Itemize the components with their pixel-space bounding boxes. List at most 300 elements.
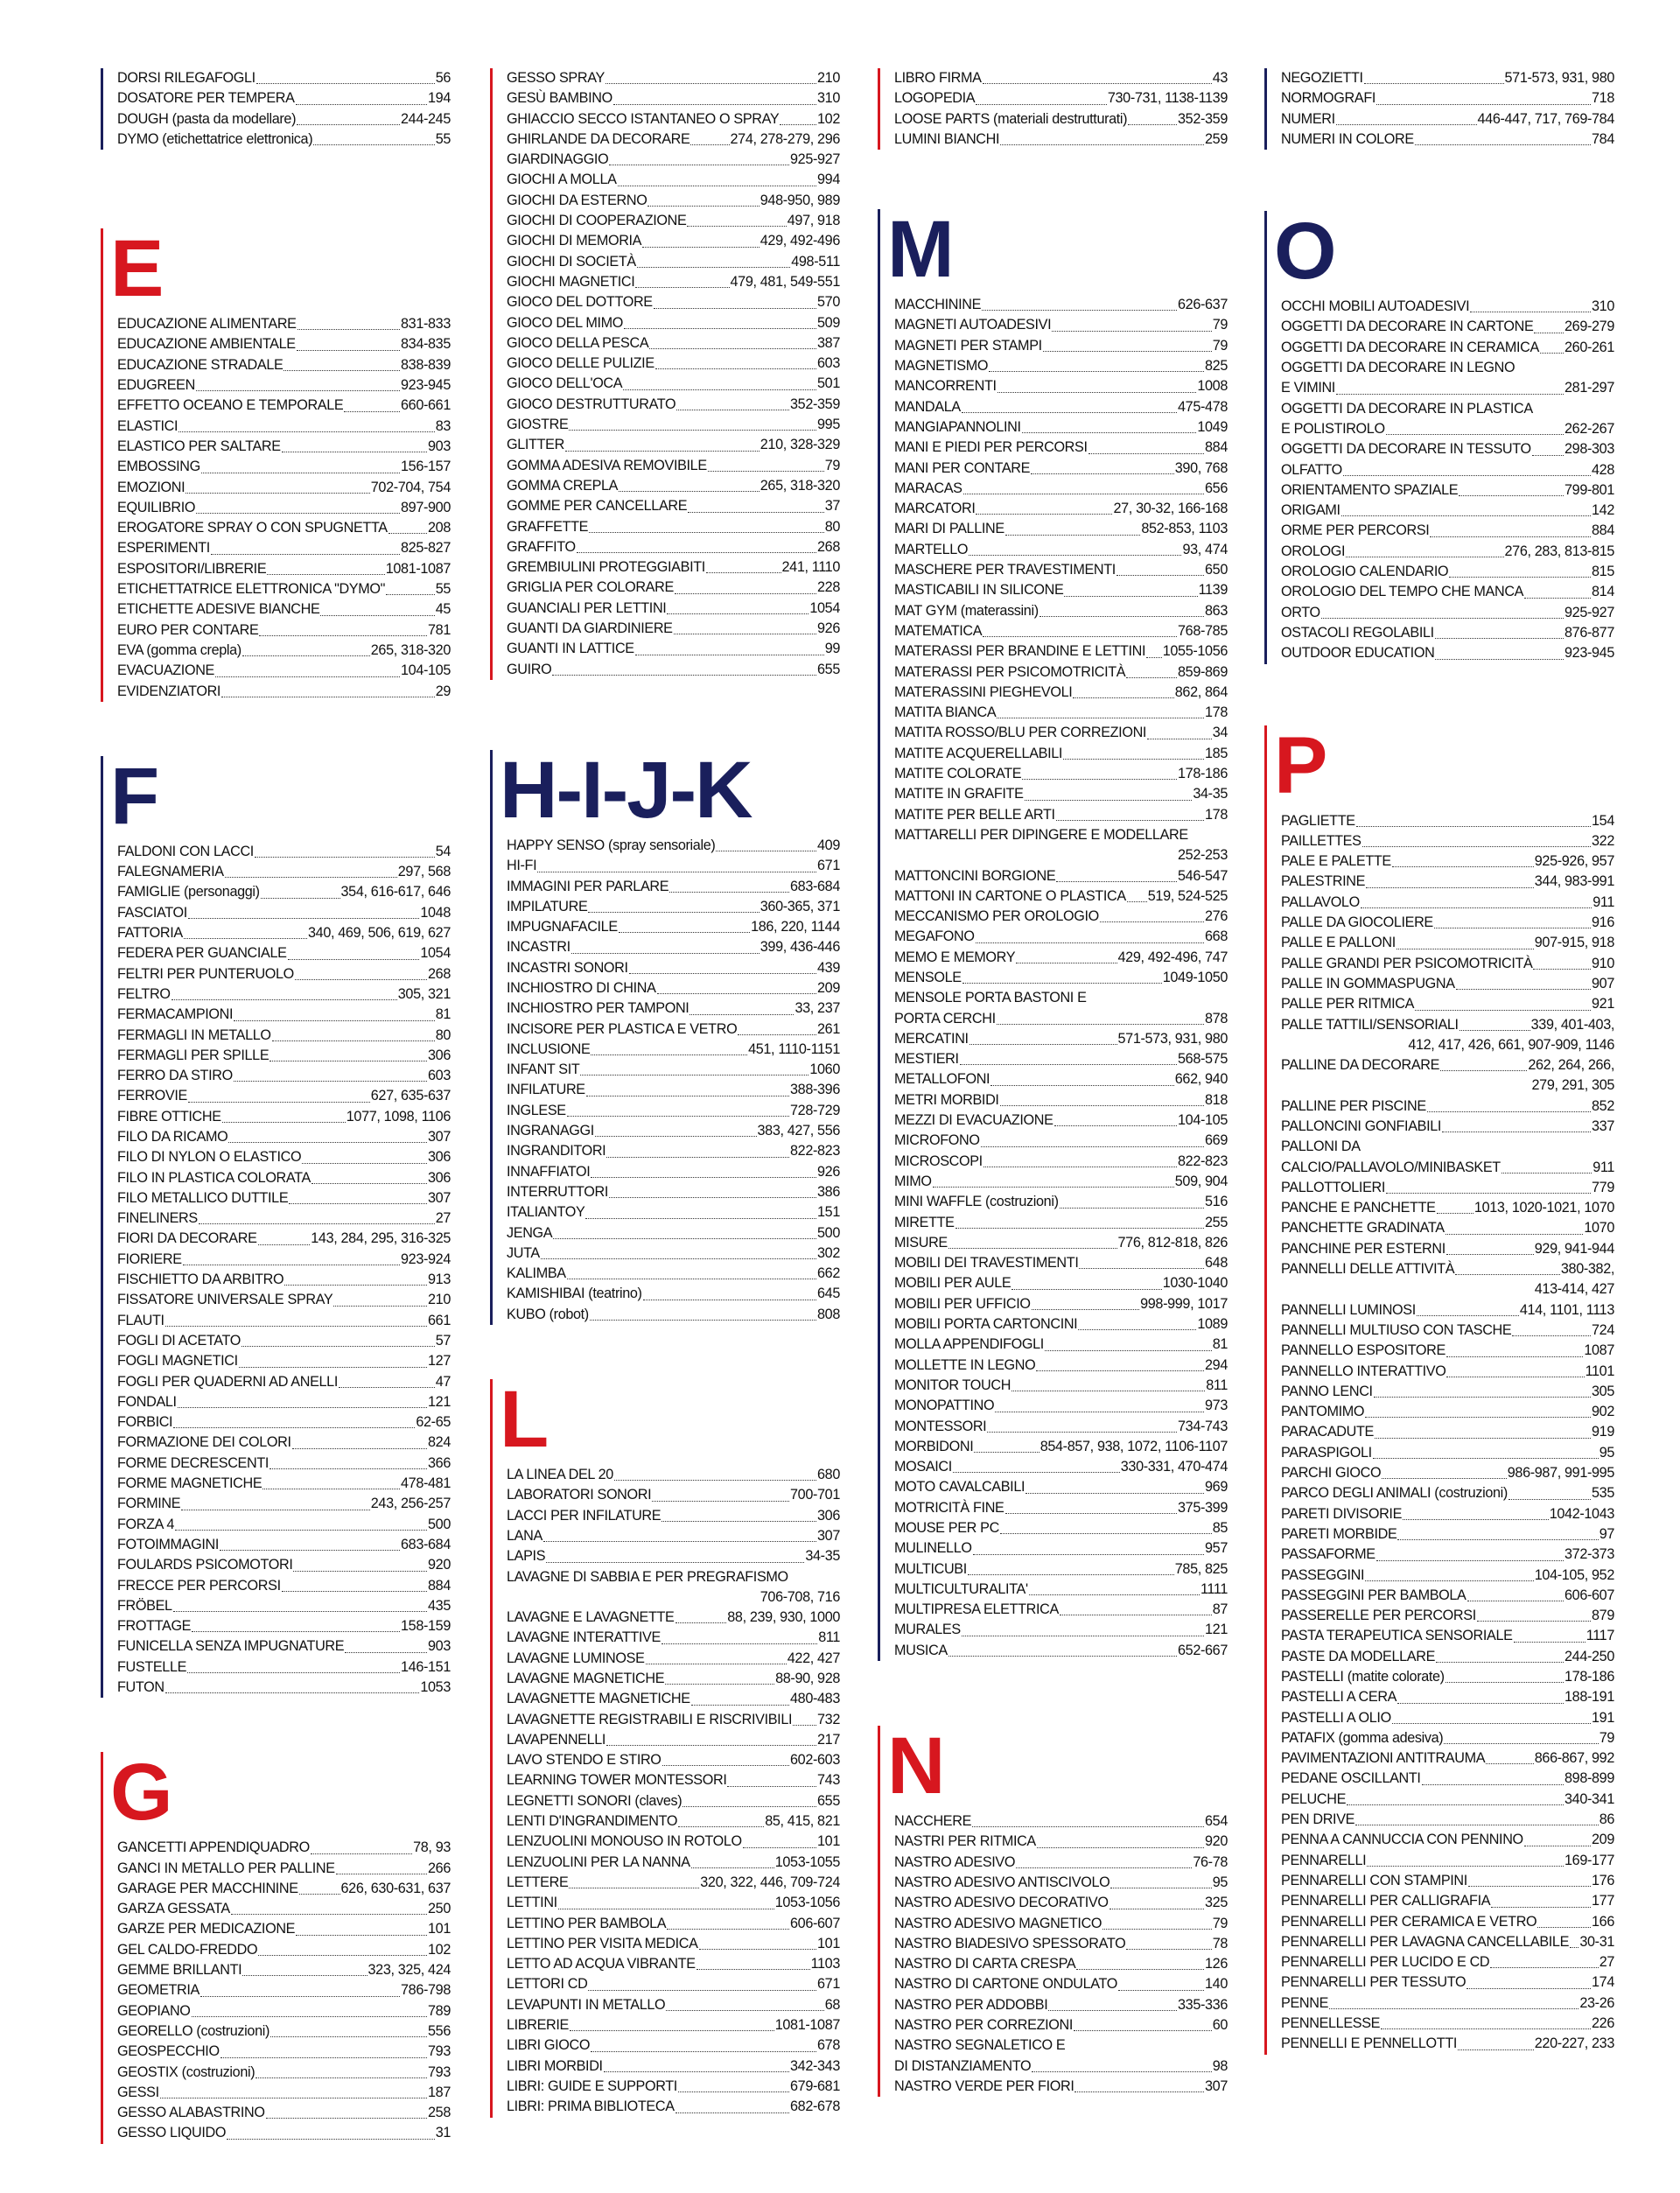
entry-term: DOSATORE PER TEMPERA xyxy=(117,90,295,107)
entry-term: LAVAGNE INTERATTIVE xyxy=(507,1629,661,1646)
dot-leader xyxy=(266,2118,427,2119)
dot-leader xyxy=(974,1452,1039,1453)
entry-term: MAGNETI PER STAMPI xyxy=(894,337,1042,354)
entry-term: LAVAGNETTE REGISTRABILI E RISCRIVIBILI xyxy=(507,1711,793,1727)
entry-pages: 85, 415, 821 xyxy=(765,1813,840,1830)
index-entry xyxy=(894,479,1228,499)
index-entry xyxy=(117,1657,451,1678)
dot-leader xyxy=(227,2139,435,2140)
entry-pages: 1042-1043 xyxy=(1549,1505,1614,1522)
index-entry xyxy=(117,903,451,923)
dot-leader xyxy=(1032,2071,1211,2072)
entry-pages: 80 xyxy=(435,1026,451,1043)
entry-pages: 306 xyxy=(428,1149,451,1166)
entry-term: MOLLETTE IN LEGNO xyxy=(894,1356,1036,1373)
index-entry xyxy=(507,1995,840,2015)
entry-pages: 266 xyxy=(428,1860,451,1876)
entry-term: MATERASSINI PIEGHEVOLI xyxy=(894,683,1073,700)
index-entry xyxy=(117,1980,451,2000)
entry-pages: 390, 768 xyxy=(1174,459,1228,476)
entry-pages: 27 xyxy=(1599,1954,1614,1971)
index-entry xyxy=(507,1914,840,1934)
dot-leader xyxy=(552,675,816,676)
index-entry xyxy=(507,1060,840,1080)
entry-pages: 730-731, 1138-1139 xyxy=(1107,90,1228,107)
index-entry xyxy=(507,1873,840,1893)
entry-term: LETTINI xyxy=(507,1895,557,1911)
entry-pages: 969 xyxy=(1205,1479,1228,1496)
index-entry xyxy=(1281,1851,1614,1871)
entry-term: GOMMA CREPLA xyxy=(507,477,619,494)
dot-leader xyxy=(629,973,816,974)
index-section xyxy=(1264,207,1614,663)
entry-pages: 169-177 xyxy=(1564,1852,1614,1868)
dot-leader xyxy=(320,615,434,616)
entry-pages: 337 xyxy=(1592,1118,1614,1134)
entry-term: GANCETTI APPENDIQUADRO xyxy=(117,1839,310,1856)
index-entry xyxy=(894,1832,1228,1852)
entry-term: PASSERELLE PER PERCORSI xyxy=(1281,1608,1476,1624)
entry-term: GIOCHI MAGNETICI xyxy=(507,273,635,290)
entry-term: PENNARELLI PER CERAMICA E VETRO xyxy=(1281,1913,1537,1930)
entry-pages: 825-827 xyxy=(401,540,451,557)
dot-leader xyxy=(1012,1289,1161,1290)
index-entry xyxy=(507,354,840,374)
entry-term: EVA (gomma crepla) xyxy=(117,641,242,658)
index-entry xyxy=(894,519,1228,539)
entry-pages: 262-267 xyxy=(1564,420,1614,437)
entry-term: MULTIPRESA ELETTRICA xyxy=(894,1601,1059,1618)
dot-leader xyxy=(589,532,824,533)
index-entry xyxy=(1281,1647,1614,1667)
index-section xyxy=(878,205,1228,1661)
index-entry xyxy=(117,437,451,457)
index-entry xyxy=(1281,399,1614,419)
entry-term: EMBOSSING xyxy=(117,459,200,475)
entry-term: MOSAICI xyxy=(894,1459,952,1475)
entry-term: GIOCHI DA ESTERNO xyxy=(507,192,648,208)
entry-pages: 322 xyxy=(1592,832,1614,849)
dot-leader xyxy=(220,2057,427,2058)
entry-pages: 87 xyxy=(1212,1601,1228,1618)
dot-leader xyxy=(727,1786,816,1787)
entry-term: PANCHINE PER ESTERNI xyxy=(1281,1240,1446,1257)
entry-term: MATERASSI PER PSICOMOTRICITÀ xyxy=(894,663,1126,680)
index-entry xyxy=(507,1770,840,1790)
index-entry xyxy=(507,2035,840,2056)
dot-leader xyxy=(173,1427,415,1428)
index-entry xyxy=(117,68,451,88)
entry-pages: 306 xyxy=(428,1047,451,1063)
dot-leader xyxy=(1073,697,1173,698)
entry-pages: 1139 xyxy=(1198,582,1228,599)
dot-leader xyxy=(1000,1533,1212,1534)
index-entry xyxy=(894,784,1228,804)
dot-leader xyxy=(242,1346,435,1347)
index-entry xyxy=(117,1372,451,1392)
index-entry xyxy=(894,703,1228,723)
entry-pages: 1087 xyxy=(1584,1342,1614,1359)
entry-pages: 818 xyxy=(1205,1091,1228,1108)
entry-pages: 121 xyxy=(428,1393,451,1410)
entry-pages: 878 xyxy=(1205,1010,1228,1026)
dot-leader xyxy=(1128,124,1177,125)
entry-term: NASTRO DI CARTA CRESPA xyxy=(894,1956,1076,1972)
entry-term: PANTOMIMO xyxy=(1281,1404,1365,1420)
entry-term: INCHIOSTRO PER TAMPONI xyxy=(507,1000,690,1017)
index-entry xyxy=(894,438,1228,458)
dot-leader xyxy=(1102,1929,1212,1930)
entry-term: OUTDOOR EDUCATION xyxy=(1281,645,1435,662)
entry-pages: 372-373 xyxy=(1564,1546,1614,1563)
index-entry xyxy=(894,1090,1228,1111)
dot-leader xyxy=(313,144,434,145)
index-entry xyxy=(894,2077,1228,2097)
dot-leader xyxy=(242,655,370,656)
entry-pages: 104-105 xyxy=(401,662,451,679)
index-entry xyxy=(507,435,840,455)
entry-term: OGGETTI DA DECORARE IN PLASTICA xyxy=(1281,400,1533,417)
dot-leader xyxy=(292,1448,427,1449)
entry-term: MORBIDONI xyxy=(894,1438,974,1454)
entry-pages: 102 xyxy=(817,110,840,127)
entry-term: OGGETTI DA DECORARE IN CARTONE xyxy=(1281,319,1534,335)
entry-pages: 399, 436-446 xyxy=(760,939,840,956)
index-entry xyxy=(507,1628,840,1648)
index-entry xyxy=(507,150,840,170)
entry-pages: 99 xyxy=(824,641,840,657)
entry-pages: 793 xyxy=(428,2063,451,2080)
dot-leader xyxy=(312,1183,427,1184)
entry-term: MATEMATICA xyxy=(894,622,983,639)
index-entry xyxy=(1281,1566,1614,1586)
entry-pages: 429, 492-496 xyxy=(760,233,840,249)
dot-leader xyxy=(220,1550,400,1551)
dot-leader xyxy=(215,676,400,677)
dot-leader xyxy=(953,1472,1120,1473)
index-entry xyxy=(894,1893,1228,1913)
entry-pages: 265, 318-320 xyxy=(370,641,451,658)
dot-leader xyxy=(1440,1070,1527,1071)
dot-leader xyxy=(972,1826,1204,1827)
entry-pages: 307 xyxy=(817,1527,840,1544)
entry-pages: 679-681 xyxy=(790,2077,840,2094)
index-entry xyxy=(117,334,451,354)
index-entry xyxy=(507,557,840,578)
index-column-2 xyxy=(490,68,840,2167)
dot-leader xyxy=(267,574,384,575)
entry-pages: 500 xyxy=(817,1224,840,1241)
dot-leader xyxy=(1430,536,1591,537)
index-entry xyxy=(117,2063,451,2083)
entry-pages: 948-950, 989 xyxy=(760,192,840,208)
dot-leader xyxy=(234,1081,427,1082)
entry-term: PALLINE DA DECORARE xyxy=(1281,1057,1440,1074)
index-entry xyxy=(117,538,451,558)
dot-leader xyxy=(289,1203,427,1204)
section-letter-heading: E xyxy=(110,224,163,314)
index-entry xyxy=(894,1641,1228,1661)
entry-term: INCASTRI xyxy=(507,939,570,956)
entry-pages: 811 xyxy=(818,1629,840,1646)
index-entry xyxy=(1281,1871,1614,1891)
entry-pages: 925-927 xyxy=(1564,604,1614,620)
index-entry xyxy=(117,1026,451,1046)
section-letter-heading: F xyxy=(110,751,158,841)
entry-pages: 178 xyxy=(1205,704,1228,721)
entry-term: FILO DI NYLON O ELASTICO xyxy=(117,1149,302,1166)
entry-pages: 446-447, 717, 769-784 xyxy=(1477,110,1614,127)
dot-leader xyxy=(1060,1208,1204,1209)
entry-term: PANNELLI LUMINOSI xyxy=(1281,1301,1416,1318)
entry-pages: 926 xyxy=(817,1163,840,1180)
dot-leader xyxy=(970,1044,1117,1045)
section-letter-heading: L xyxy=(500,1375,548,1465)
dot-leader xyxy=(1078,1329,1196,1330)
entry-term: FERMAGLI PER SPILLE xyxy=(117,1047,270,1063)
entry-pages: 957 xyxy=(1205,1540,1228,1557)
index-entry xyxy=(1281,480,1614,501)
entry-pages: 80 xyxy=(824,518,840,535)
dot-leader xyxy=(962,983,1162,984)
entry-pages: 497, 918 xyxy=(787,213,840,229)
index-section xyxy=(878,68,1228,150)
dot-leader xyxy=(1361,907,1592,908)
index-entry xyxy=(1281,1790,1614,1810)
dot-leader xyxy=(662,1643,817,1644)
entry-pages: 79 xyxy=(1212,337,1228,354)
index-entry xyxy=(117,1838,451,1858)
dot-leader xyxy=(1040,616,1204,617)
entry-term: PANNELLI MULTIUSO CON TASCHE xyxy=(1281,1321,1512,1338)
entry-pages: 126 xyxy=(1205,1956,1228,1972)
entry-term: FERRO DA STIRO xyxy=(117,1068,233,1084)
index-entry xyxy=(507,456,840,476)
entry-pages: 366 xyxy=(428,1454,451,1471)
entry-term: MASTICABILI IN SILICONE xyxy=(894,582,1064,599)
entry-term: GIOCHI DI SOCIETÀ xyxy=(507,253,636,270)
dot-leader xyxy=(743,1847,816,1848)
index-entry xyxy=(507,2097,840,2117)
dot-leader xyxy=(1074,2091,1204,2092)
dot-leader xyxy=(1417,1315,1519,1316)
entry-pages: 662 xyxy=(817,1265,840,1282)
entry-term: LACCI PER INFILATURE xyxy=(507,1507,662,1524)
dot-leader xyxy=(591,2051,816,2052)
entry-pages: 786-798 xyxy=(401,1982,451,1999)
index-entry xyxy=(894,927,1228,947)
dot-leader xyxy=(1362,846,1591,847)
entry-term: MANGIAPANNOLINI xyxy=(894,418,1021,435)
entry-pages: 661 xyxy=(428,1312,451,1328)
index-entry xyxy=(507,660,840,680)
dot-leader xyxy=(738,1034,816,1035)
entry-pages: 1111 xyxy=(1200,1580,1228,1597)
index-entry xyxy=(1281,603,1614,623)
index-entry xyxy=(507,2015,840,2035)
index-entry xyxy=(894,1253,1228,1273)
dot-leader xyxy=(571,953,760,954)
entry-pages: 281-297 xyxy=(1564,380,1614,396)
entry-term: LAVAGNE E LAVAGNETTE xyxy=(507,1609,675,1626)
entry-term: NASTRO ADESIVO MAGNETICO xyxy=(894,1915,1102,1931)
entry-term: PENNARELLI PER CALLIGRAFIA xyxy=(1281,1893,1491,1909)
entry-pages: 734-743 xyxy=(1178,1418,1228,1434)
dot-leader xyxy=(1026,1493,1204,1494)
entry-term: PALLONI DA xyxy=(1281,1139,1361,1155)
dot-leader xyxy=(1537,1927,1591,1928)
dot-leader xyxy=(1570,1947,1578,1948)
entry-pages: 863 xyxy=(1205,602,1228,619)
entry-pages: 683-684 xyxy=(401,1536,451,1552)
index-entry xyxy=(117,1331,451,1351)
index-entry xyxy=(507,211,840,231)
entry-pages-continued: 706-708, 716 xyxy=(760,1588,840,1605)
index-entry xyxy=(117,2042,451,2062)
dot-leader xyxy=(1341,515,1591,516)
dot-leader xyxy=(637,267,790,268)
dot-leader xyxy=(1532,455,1564,456)
entry-term: LETTO AD ACQUA VIBRANTE xyxy=(507,1956,696,1972)
entry-pages: 344, 983-991 xyxy=(1534,873,1614,890)
index-entry xyxy=(1281,1830,1614,1850)
entry-term: GEL CALDO-FREDDO xyxy=(117,1941,258,1958)
dot-leader xyxy=(546,1562,804,1563)
entry-pages: 93, 474 xyxy=(1182,541,1228,557)
index-entry xyxy=(1281,1728,1614,1748)
index-entry xyxy=(894,1192,1228,1212)
entry-term: ORME PER PERCORSI xyxy=(1281,522,1430,539)
entry-term: EVACUAZIONE xyxy=(117,662,214,679)
entry-term: OSTACOLI REGOLABILI xyxy=(1281,624,1434,641)
index-entry xyxy=(1281,831,1614,851)
dot-leader xyxy=(1126,677,1177,678)
index-entry xyxy=(507,537,840,557)
dot-leader xyxy=(173,1611,427,1612)
index-entry xyxy=(1281,1524,1614,1545)
index-entry xyxy=(894,356,1228,376)
dot-leader xyxy=(1126,1949,1211,1950)
entry-term: LAVAGNE LUMINOSE xyxy=(507,1650,645,1666)
dot-leader xyxy=(272,1040,435,1041)
index-section xyxy=(101,751,451,1698)
entry-pages: 27, 30-32, 166-168 xyxy=(1113,501,1228,517)
entry-term: LA LINEA DEL 20 xyxy=(507,1467,613,1483)
index-entry xyxy=(507,619,840,639)
entry-term: MOUSE PER PC xyxy=(894,1520,999,1536)
dot-leader xyxy=(192,1631,400,1632)
entry-pages: 191 xyxy=(1592,1709,1614,1726)
entry-term: PASSEGGINI PER BAMBOLA xyxy=(1281,1587,1466,1603)
index-entry xyxy=(507,68,840,88)
entry-pages: 55 xyxy=(435,581,451,598)
entry-pages: 101 xyxy=(817,1833,840,1850)
entry-pages: 307 xyxy=(428,1189,451,1206)
entry-pages: 387 xyxy=(817,334,840,351)
entry-pages: 85 xyxy=(1212,1520,1228,1536)
entry-term: IMPUGNAFACILE xyxy=(507,919,618,935)
entry-pages: 209 xyxy=(1592,1832,1614,1848)
entry-term: GIOCO DEL MIMO xyxy=(507,314,624,331)
entry-term: GIOCO DEL DOTTORE xyxy=(507,294,653,311)
entry-pages: 178-186 xyxy=(1178,766,1228,782)
entry-pages: 57 xyxy=(435,1332,451,1349)
entry-pages: 603 xyxy=(817,355,840,372)
index-entry xyxy=(1281,521,1614,541)
index-entry xyxy=(117,2021,451,2042)
entry-term: MERCATINI xyxy=(894,1030,969,1047)
index-entry xyxy=(1281,419,1614,439)
entry-term: MAGNETISMO xyxy=(894,358,989,375)
dot-leader xyxy=(989,371,1204,372)
index-entry xyxy=(894,1294,1228,1314)
dot-leader xyxy=(956,1228,1204,1229)
index-entry xyxy=(507,2077,840,2097)
entry-term: MATERASSI PER BRANDINE E LETTINI xyxy=(894,643,1146,660)
entry-pages: 342-343 xyxy=(790,2057,840,2074)
entry-pages: 177 xyxy=(1592,1893,1614,1909)
entry-pages: 998-999, 1017 xyxy=(1140,1295,1228,1312)
dot-leader xyxy=(333,1306,427,1307)
dot-leader xyxy=(256,83,435,84)
entry-term: PANNELLO INTERATTIVO xyxy=(1281,1363,1446,1379)
entry-pages: 478-481 xyxy=(401,1475,451,1492)
entry-pages: 1077, 1098, 1106 xyxy=(346,1108,451,1125)
entry-term: LUMINI BIANCHI xyxy=(894,130,1000,147)
entry-pages: 862, 864 xyxy=(1174,683,1228,700)
entry-pages: 923-945 xyxy=(1564,645,1614,662)
entry-term: NASTRO SEGNALETICO E xyxy=(894,2037,1066,2054)
index-entry xyxy=(1281,851,1614,872)
index-entry xyxy=(894,397,1228,417)
entry-pages: 98 xyxy=(1212,2057,1228,2074)
dot-leader xyxy=(172,999,397,1000)
dot-leader xyxy=(983,83,1212,84)
entry-term: GIOCO DELLA PESCA xyxy=(507,334,649,351)
entry-pages: 994 xyxy=(817,172,840,188)
index-entry xyxy=(117,1474,451,1494)
index-entry xyxy=(507,1019,840,1040)
dot-leader xyxy=(296,104,427,105)
index-entry xyxy=(507,1689,840,1709)
index-section xyxy=(1264,720,1614,2055)
entry-pages-continued: 279, 291, 305 xyxy=(1531,1077,1614,1094)
dot-leader xyxy=(1029,1594,1200,1595)
entry-pages: 680 xyxy=(817,1467,840,1483)
index-entry xyxy=(117,1147,451,1167)
index-entry xyxy=(117,620,451,641)
entry-term: LETTINO PER BAMBOLA xyxy=(507,1915,667,1931)
entry-term: PORTA CERCHI xyxy=(894,1010,996,1026)
entry-term: KALIMBA xyxy=(507,1265,566,1282)
dot-leader xyxy=(261,898,340,899)
dot-leader xyxy=(976,104,1107,105)
entry-pages: 911 xyxy=(1592,1159,1614,1175)
index-entry xyxy=(117,1311,451,1331)
dot-leader xyxy=(270,2036,427,2037)
entry-pages: 23-26 xyxy=(1579,1994,1614,2011)
index-entry xyxy=(507,917,840,937)
index-entry xyxy=(1281,1382,1614,1402)
index-entry xyxy=(894,621,1228,641)
entry-term: LABORATORI SONORI xyxy=(507,1487,652,1503)
entry-pages: 1049-1050 xyxy=(1162,969,1228,985)
entry-pages: 320, 322, 446, 709-724 xyxy=(700,1874,840,1890)
index-entry xyxy=(1281,1443,1614,1463)
entry-pages: 185 xyxy=(1205,745,1228,761)
entry-pages: 95 xyxy=(1599,1444,1614,1461)
index-entry xyxy=(117,842,451,862)
